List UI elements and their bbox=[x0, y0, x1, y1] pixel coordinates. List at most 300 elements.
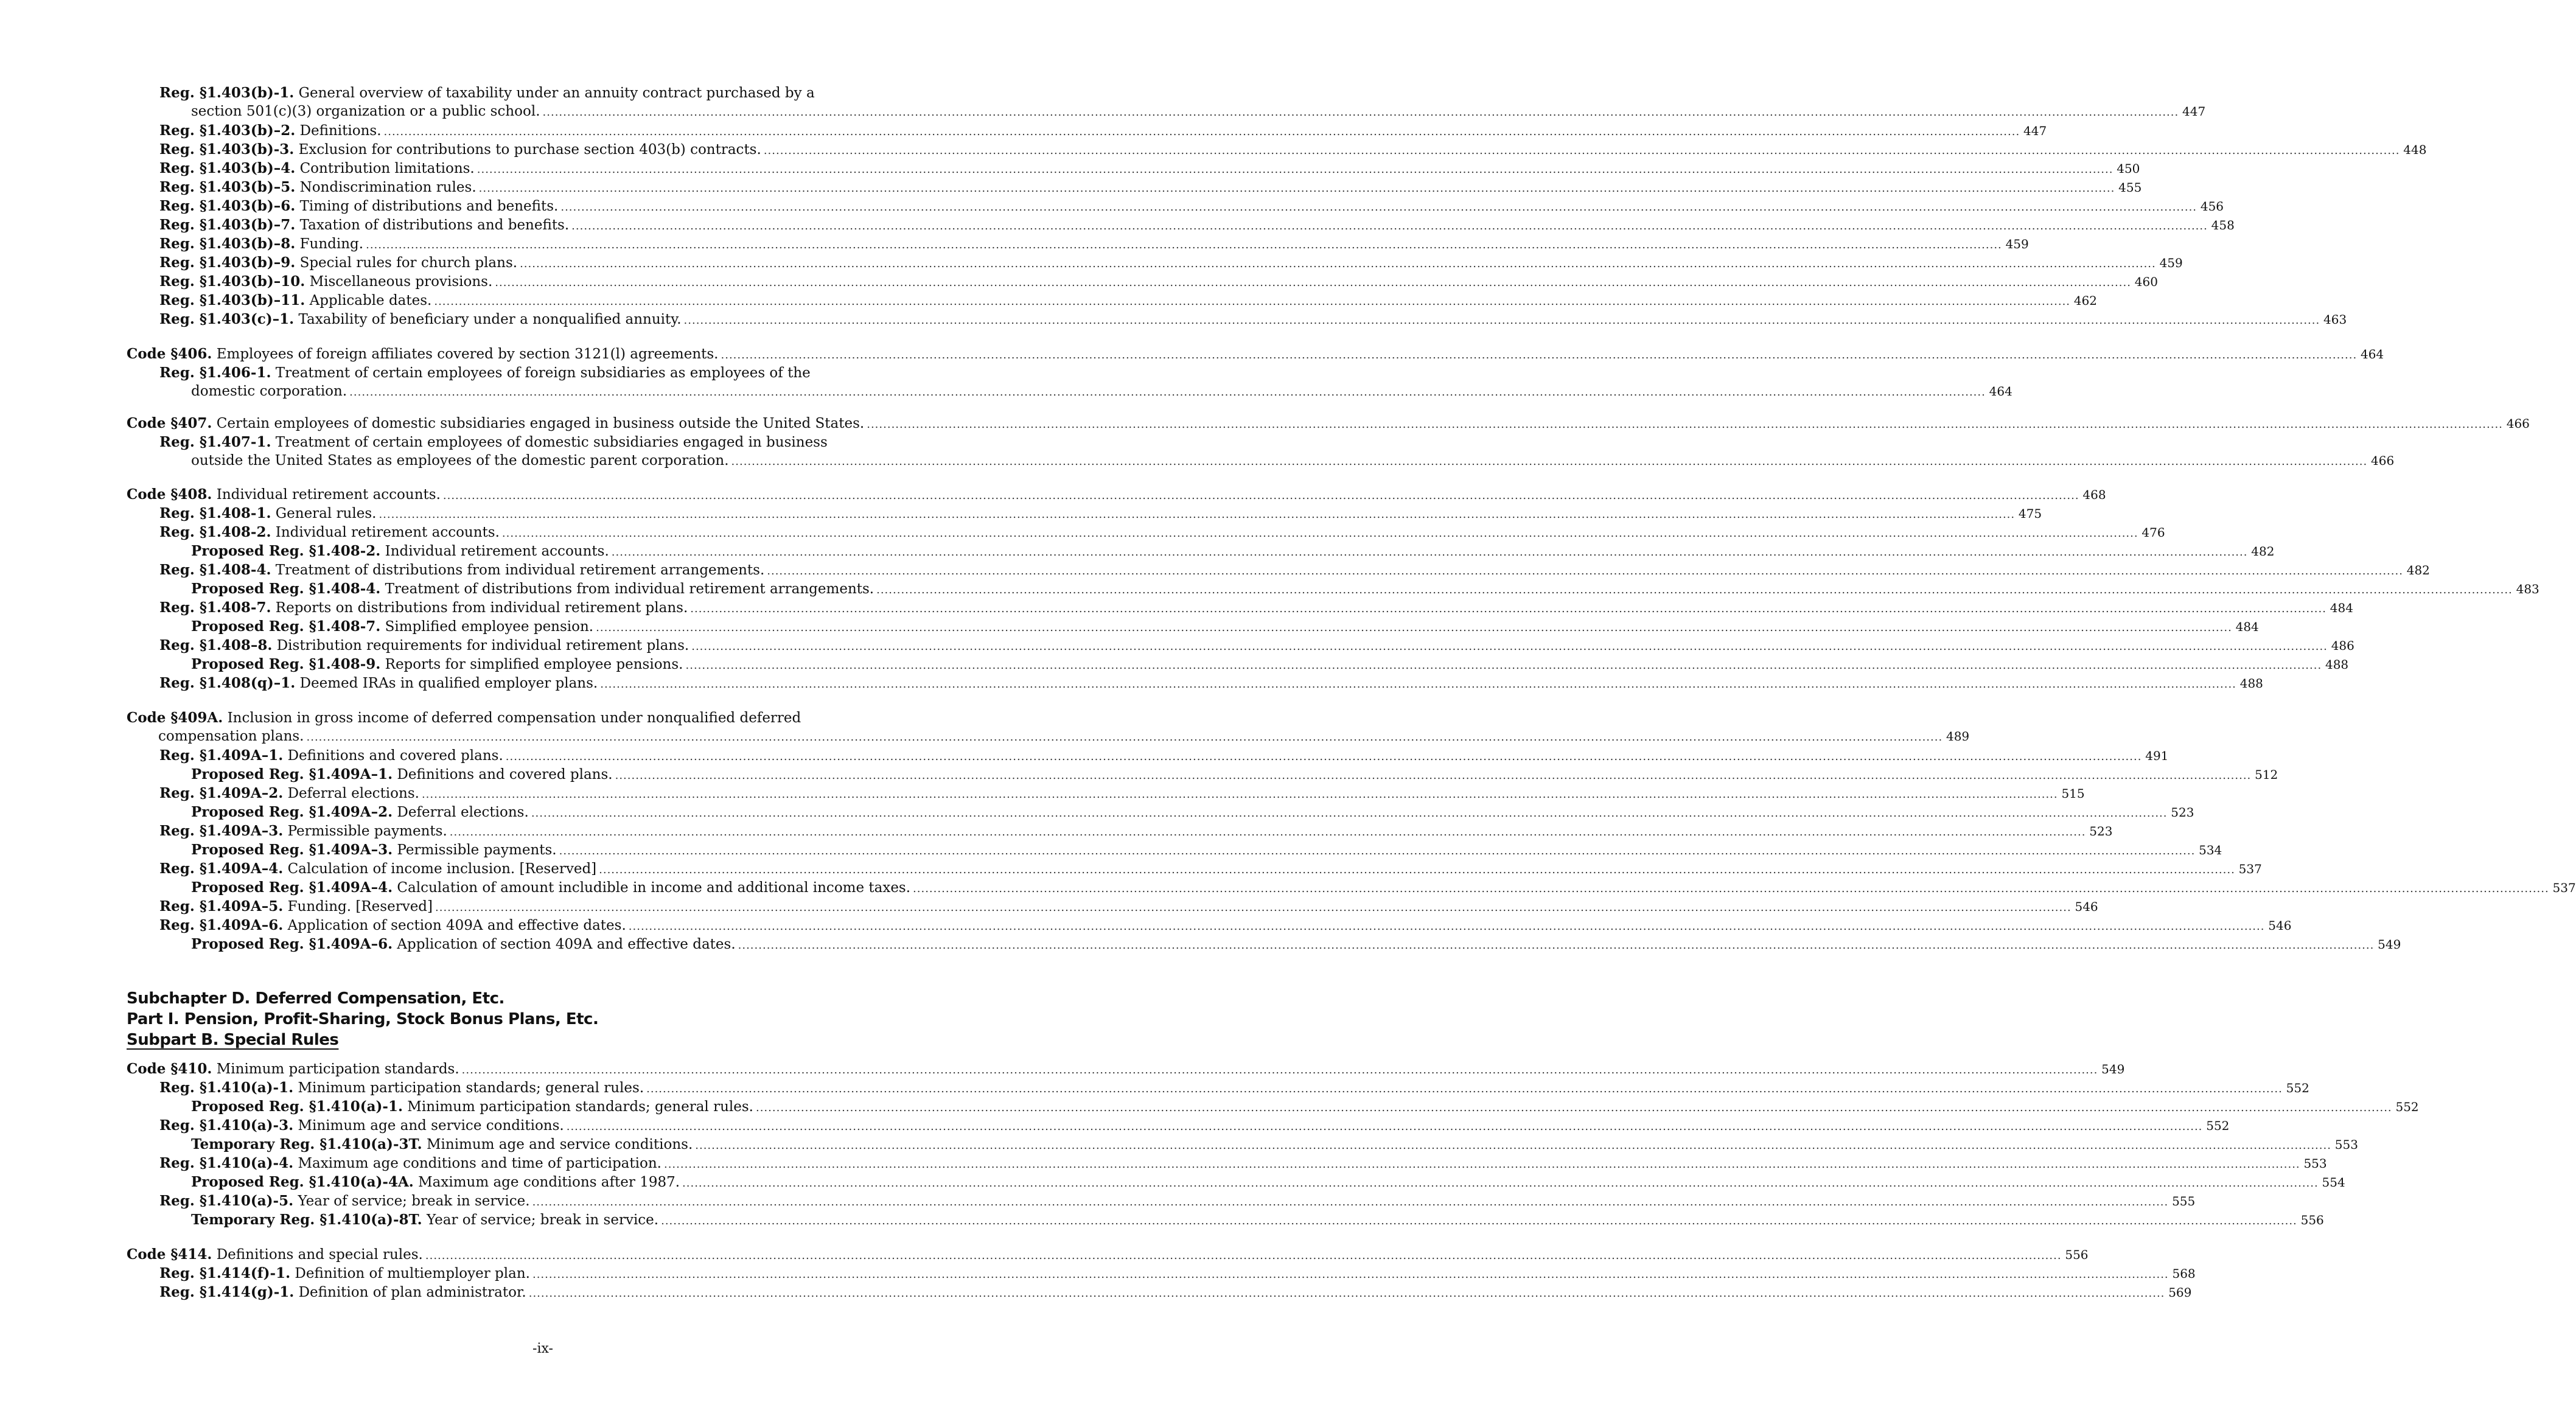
dot-leader: ................................................................................................................................................................................................................................................................................................................................................................................................................ bbox=[682, 1177, 2319, 1190]
dot-leader: ................................................................................................................................................................................................................................................................................................................................................................................................................ bbox=[600, 678, 2236, 691]
toc-entry-line bbox=[159, 121, 2047, 140]
toc-entry-title-continued: outside the United States as employees of the domestic parent corporation. bbox=[191, 453, 729, 469]
toc-entry-citation: Reg. §1.403(b)–10. bbox=[159, 273, 305, 290]
toc-entry-title: General rules. bbox=[275, 506, 377, 521]
toc-entry bbox=[159, 1264, 2196, 1283]
toc-entry-citation: Proposed Reg. §1.409A–4. bbox=[191, 879, 393, 896]
toc-entry-citation: Reg. §1.414(f)-1. bbox=[159, 1265, 291, 1281]
toc-entry-line bbox=[191, 1097, 2419, 1116]
toc-page-number: 483 bbox=[2516, 582, 2539, 596]
toc-entry bbox=[127, 708, 1970, 746]
dot-leader: ................................................................................................................................................................................................................................................................................................................................................................................................................ bbox=[478, 182, 2115, 195]
toc-entry-title: Deemed IRAs in qualified employer plans. bbox=[299, 675, 598, 691]
toc-entry-line bbox=[159, 636, 2354, 655]
toc-entry-citation: Reg. §1.409A–4. bbox=[159, 860, 284, 877]
toc-entry-title: Special rules for church plans. bbox=[299, 255, 518, 271]
dot-leader: ................................................................................................................................................................................................................................................................................................................................................................................................................ bbox=[599, 863, 2235, 876]
toc-page-number: 460 bbox=[2134, 274, 2158, 289]
toc-entry-title: Definitions and special rules. bbox=[216, 1247, 423, 1263]
toc-entry-title: Funding. bbox=[299, 236, 364, 252]
toc-page-number: 546 bbox=[2268, 918, 2292, 933]
dot-leader: ................................................................................................................................................................................................................................................................................................................................................................................................................ bbox=[755, 1101, 2392, 1114]
toc-entry-title: Definitions and covered plans. bbox=[287, 748, 503, 764]
toc-entry-citation: Reg. §1.403(b)–2. bbox=[159, 122, 296, 139]
toc-entry-title: Treatment of distributions from individual retirement arrangements. bbox=[385, 581, 874, 597]
toc-entry-citation: Proposed Reg. §1.410(a)-1. bbox=[191, 1098, 403, 1115]
toc-entry bbox=[159, 1191, 2196, 1210]
toc-entry bbox=[127, 344, 2384, 363]
toc-entry-title: Maximum age conditions after 1987. bbox=[418, 1174, 680, 1190]
toc-entry bbox=[191, 655, 2349, 674]
toc-entry bbox=[159, 291, 2098, 310]
toc-entry bbox=[159, 121, 2047, 140]
toc-page-number: 459 bbox=[2005, 237, 2029, 251]
dot-leader: ................................................................................................................................................................................................................................................................................................................................................................................................................ bbox=[876, 584, 2513, 596]
toc-entry-title: Deferral elections. bbox=[397, 804, 529, 820]
toc-entry bbox=[159, 310, 2347, 329]
dot-leader: ................................................................................................................................................................................................................................................................................................................................................................................................................ bbox=[542, 106, 2179, 119]
dot-leader: ................................................................................................................................................................................................................................................................................................................................................................................................................ bbox=[690, 602, 2326, 615]
toc-entry-line bbox=[191, 935, 2401, 954]
toc-entry-line bbox=[127, 1059, 2125, 1078]
toc-entry-citation: Proposed Reg. §1.409A–6. bbox=[191, 936, 393, 952]
toc-page-number: 552 bbox=[2395, 1100, 2419, 1114]
toc-entry bbox=[159, 746, 2169, 765]
toc-entry bbox=[159, 1283, 2192, 1302]
dot-leader: ................................................................................................................................................................................................................................................................................................................................................................................................................ bbox=[505, 750, 2142, 763]
toc-page-number: 466 bbox=[2506, 416, 2530, 431]
toc-entry-title: Nondiscrimination rules. bbox=[299, 180, 476, 195]
toc-entry-citation: Reg. §1.403(b)-1. bbox=[159, 85, 295, 101]
dot-leader: ................................................................................................................................................................................................................................................................................................................................................................................................................ bbox=[501, 527, 2138, 540]
toc-entry bbox=[159, 159, 2140, 178]
toc-entry-line bbox=[159, 598, 2353, 617]
toc-page-number: 553 bbox=[2334, 1137, 2358, 1152]
toc-entry-line bbox=[159, 746, 2169, 765]
toc-page-number: 546 bbox=[2075, 899, 2098, 914]
toc-entry-citation: Reg. §1.408-2. bbox=[159, 524, 271, 540]
toc-entry-title: General overview of taxability under an annuity contract purchased by a bbox=[298, 85, 815, 101]
toc-entry-title: Year of service; break in service. bbox=[298, 1193, 530, 1209]
toc-entry-citation: Proposed Reg. §1.408-2. bbox=[191, 543, 381, 559]
toc-entry-line bbox=[159, 433, 943, 451]
toc-entry bbox=[159, 253, 2183, 272]
toc-entry-line bbox=[159, 272, 2158, 291]
toc-entry-citation: Reg. §1.406-1. bbox=[159, 364, 271, 381]
toc-page-number: 475 bbox=[2018, 506, 2042, 521]
subpart-heading: Subpart B. Special Rules bbox=[127, 1031, 339, 1049]
toc-entry bbox=[159, 636, 2354, 655]
toc-entry-title: Inclusion in gross income of deferred compensation under nonqualified deferred bbox=[227, 710, 801, 726]
toc-page-number: 523 bbox=[2171, 805, 2194, 820]
toc-entry-line bbox=[159, 1191, 2196, 1210]
toc-entry bbox=[191, 617, 2259, 636]
page-folio: -ix- bbox=[532, 1341, 553, 1356]
toc-entry-citation: Reg. §1.403(b)–11. bbox=[159, 292, 305, 309]
toc-entry-title: Employees of foreign affiliates covered by section 3121(l) agreements. bbox=[216, 346, 719, 362]
toc-entry-title: Maximum age conditions and time of participation. bbox=[298, 1156, 661, 1171]
toc-entry-citation: Reg. §1.403(c)–1. bbox=[159, 311, 295, 327]
toc-entry-line bbox=[159, 363, 943, 382]
toc-entry bbox=[159, 272, 2158, 291]
toc-entry-title: Definition of plan administrator. bbox=[298, 1285, 526, 1300]
toc-page-number: 512 bbox=[2255, 767, 2278, 782]
toc-entry bbox=[191, 935, 2401, 954]
toc-entry-line bbox=[191, 840, 2222, 859]
toc-entry-title-continued: compensation plans. bbox=[158, 728, 304, 744]
dot-leader: ................................................................................................................................................................................................................................................................................................................................................................................................................ bbox=[531, 807, 2168, 820]
toc-entry-title: Definitions and covered plans. bbox=[397, 767, 613, 783]
toc-entry-title: Taxability of beneficiary under a nonqualified annuity. bbox=[298, 312, 682, 327]
toc-entry-citation: Code §410. bbox=[127, 1061, 212, 1077]
toc-entry-title: Reports for simplified employee pensions. bbox=[385, 657, 683, 672]
toc-entry bbox=[191, 542, 2275, 560]
toc-entry-title: Miscellaneous provisions. bbox=[309, 274, 493, 290]
toc-entry-citation: Reg. §1.409A–6. bbox=[159, 917, 284, 933]
toc-entry-citation: Proposed Reg. §1.408-7. bbox=[191, 618, 381, 635]
toc-entry-citation: Reg. §1.414(g)-1. bbox=[159, 1284, 295, 1300]
toc-page-number: 549 bbox=[2378, 937, 2401, 952]
toc-page-number: 447 bbox=[2182, 104, 2206, 119]
dot-leader: ................................................................................................................................................................................................................................................................................................................................................................................................................ bbox=[560, 201, 2197, 214]
dot-leader: ................................................................................................................................................................................................................................................................................................................................................................................................................ bbox=[476, 163, 2114, 176]
toc-entry-line bbox=[127, 727, 1970, 746]
toc-entry-title: Application of section 409A and effective dates. bbox=[397, 936, 736, 952]
dot-leader: ................................................................................................................................................................................................................................................................................................................................................................................................................ bbox=[421, 788, 2058, 801]
dot-leader: ................................................................................................................................................................................................................................................................................................................................................................................................................ bbox=[721, 349, 2358, 361]
toc-entry bbox=[159, 178, 2142, 197]
toc-entry bbox=[159, 215, 2235, 234]
toc-entry-line bbox=[159, 382, 2012, 401]
toc-entry-title: Funding. [Reserved] bbox=[287, 899, 433, 915]
toc-entry-citation: Reg. §1.409A–3. bbox=[159, 823, 284, 839]
dot-leader: ................................................................................................................................................................................................................................................................................................................................................................................................................ bbox=[435, 901, 2072, 914]
toc-entry-title: Minimum age and service conditions. bbox=[298, 1118, 564, 1134]
toc-entry-line bbox=[191, 579, 2539, 598]
toc-page-number: 523 bbox=[2089, 824, 2113, 838]
toc-page-number: 556 bbox=[2065, 1247, 2089, 1262]
toc-entry-line bbox=[159, 102, 2206, 121]
toc-page-number: 464 bbox=[2360, 347, 2384, 361]
dot-leader: ................................................................................................................................................................................................................................................................................................................................................................................................................ bbox=[683, 314, 2320, 327]
dot-leader: ................................................................................................................................................................................................................................................................................................................................................................................................................ bbox=[763, 144, 2400, 157]
toc-page-number: 464 bbox=[1989, 384, 2012, 399]
toc-entry bbox=[159, 598, 2353, 617]
dot-leader: ................................................................................................................................................................................................................................................................................................................................................................................................................ bbox=[425, 1249, 2062, 1262]
toc-entry-title: Individual retirement accounts. bbox=[216, 487, 441, 503]
toc-page-number: 456 bbox=[2200, 199, 2224, 214]
toc-entry-citation: Reg. §1.403(b)–6. bbox=[159, 198, 296, 214]
toc-entry-citation: Proposed Reg. §1.408-9. bbox=[191, 656, 381, 672]
toc-entry-line bbox=[159, 83, 943, 102]
toc-entry bbox=[159, 859, 2262, 878]
dot-leader: ................................................................................................................................................................................................................................................................................................................................................................................................................ bbox=[913, 882, 2549, 895]
toc-entry-line bbox=[159, 234, 2029, 253]
toc-entry-line bbox=[159, 916, 2292, 935]
toc-entry bbox=[191, 1173, 2345, 1191]
toc-entry-line bbox=[159, 897, 2098, 916]
toc-page-number: 569 bbox=[2168, 1285, 2192, 1300]
toc-entry bbox=[127, 1059, 2125, 1078]
toc-entry-line bbox=[159, 1154, 2327, 1173]
toc-page-number: 553 bbox=[2303, 1156, 2327, 1171]
toc-entry bbox=[191, 840, 2222, 859]
toc-entry-title: Certain employees of domestic subsidiaries engaged in business outside the United States. bbox=[216, 416, 865, 431]
toc-page-number: 491 bbox=[2145, 748, 2169, 763]
toc-entry-citation: Reg. §1.407-1. bbox=[159, 434, 271, 450]
dot-leader: ................................................................................................................................................................................................................................................................................................................................................................................................................ bbox=[434, 295, 2071, 308]
toc-entry-title: Simplified employee pension. bbox=[385, 619, 594, 635]
dot-leader: ................................................................................................................................................................................................................................................................................................................................................................................................................ bbox=[738, 939, 2375, 952]
dot-leader: ................................................................................................................................................................................................................................................................................................................................................................................................................ bbox=[495, 276, 2131, 289]
toc-entry-citation: Reg. §1.408-4. bbox=[159, 562, 271, 578]
toc-page-number: 488 bbox=[2325, 657, 2349, 672]
toc-entry-title-continued: section 501(c)(3) organization or a public school. bbox=[191, 103, 540, 119]
toc-entry-title: Applicable dates. bbox=[309, 293, 432, 309]
toc-entry-citation: Reg. §1.409A–5. bbox=[159, 898, 284, 915]
toc-entry-citation: Code §407. bbox=[127, 415, 212, 431]
toc-page-number: 549 bbox=[2101, 1062, 2125, 1076]
toc-entry-citation: Temporary Reg. §1.410(a)-8T. bbox=[191, 1212, 422, 1228]
toc-entry-title: Treatment of certain employees of domestic subsidiaries engaged in business bbox=[275, 434, 828, 450]
toc-page-number: 482 bbox=[2251, 544, 2275, 559]
toc-entry bbox=[191, 1210, 2324, 1229]
toc-entry-line bbox=[159, 291, 2098, 310]
toc-entry bbox=[191, 803, 2194, 821]
toc-entry-title: Individual retirement accounts. bbox=[385, 543, 609, 559]
toc-entry-citation: Reg. §1.409A–1. bbox=[159, 747, 284, 764]
toc-page-number: 537 bbox=[2552, 880, 2576, 895]
toc-page-number: 568 bbox=[2172, 1266, 2196, 1281]
toc-page-number: 462 bbox=[2073, 293, 2098, 308]
toc-page-number: 468 bbox=[2082, 487, 2106, 502]
toc-entry-title: Year of service; break in service. bbox=[426, 1212, 659, 1228]
toc-entry-citation: Reg. §1.403(b)–8. bbox=[159, 235, 296, 252]
toc-entry bbox=[191, 579, 2539, 598]
toc-page-number: 515 bbox=[2061, 786, 2085, 801]
toc-entry-citation: Proposed Reg. §1.408-4. bbox=[191, 580, 381, 597]
toc-page-number: 489 bbox=[1946, 729, 1970, 744]
toc-entry-title: Permissible payments. bbox=[287, 823, 447, 839]
dot-leader: ................................................................................................................................................................................................................................................................................................................................................................................................................ bbox=[461, 1064, 2098, 1076]
toc-entry bbox=[159, 433, 2395, 470]
toc-page-number: 534 bbox=[2199, 843, 2222, 857]
toc-entry-line bbox=[127, 344, 2384, 363]
toc-entry-line bbox=[127, 708, 943, 727]
toc-page-number: 459 bbox=[2159, 256, 2183, 270]
dot-leader: ................................................................................................................................................................................................................................................................................................................................................................................................................ bbox=[661, 1215, 2297, 1227]
toc-entry-citation: Code §414. bbox=[127, 1246, 212, 1263]
dot-leader: ................................................................................................................................................................................................................................................................................................................................................................................................................ bbox=[379, 508, 2016, 521]
toc-entry bbox=[159, 504, 2042, 523]
toc-entry-title: Exclusion for contributions to purchase section 403(b) contracts. bbox=[298, 142, 761, 158]
toc-entry-citation: Reg. §1.403(b)–5. bbox=[159, 179, 296, 195]
toc-entry bbox=[159, 821, 2113, 840]
toc-entry bbox=[127, 485, 2106, 504]
dot-leader: ................................................................................................................................................................................................................................................................................................................................................................................................................ bbox=[349, 386, 1986, 399]
toc-entry-title: Definitions. bbox=[299, 123, 382, 139]
toc-entry-citation: Reg. §1.410(a)-5. bbox=[159, 1193, 294, 1209]
dot-leader: ................................................................................................................................................................................................................................................................................................................................................................................................................ bbox=[520, 257, 2156, 270]
dot-leader: ................................................................................................................................................................................................................................................................................................................................................................................................................ bbox=[559, 845, 2196, 857]
toc-entry bbox=[159, 674, 2263, 692]
dot-leader: ................................................................................................................................................................................................................................................................................................................................................................................................................ bbox=[532, 1196, 2169, 1208]
toc-entry bbox=[159, 363, 2012, 401]
toc-entry-line bbox=[191, 617, 2259, 636]
toc-entry bbox=[127, 414, 2530, 433]
toc-entry bbox=[159, 83, 2206, 121]
toc-entry-line bbox=[159, 310, 2347, 329]
toc-entry-line bbox=[159, 859, 2262, 878]
toc-entry-citation: Temporary Reg. §1.410(a)-3T. bbox=[191, 1136, 422, 1152]
toc-entry-line bbox=[127, 485, 2106, 504]
toc-entry-citation: Reg. §1.403(b)–9. bbox=[159, 254, 296, 271]
toc-entry-line bbox=[159, 1264, 2196, 1283]
toc-entry-line bbox=[159, 784, 2085, 803]
toc-entry-citation: Reg. §1.408–8. bbox=[159, 637, 273, 654]
toc-entry bbox=[159, 916, 2292, 935]
toc-entry-line bbox=[159, 1116, 2230, 1135]
dot-leader: ................................................................................................................................................................................................................................................................................................................................................................................................................ bbox=[366, 239, 2002, 251]
toc-entry bbox=[159, 1154, 2327, 1173]
toc-entry-line bbox=[159, 674, 2263, 692]
toc-entry bbox=[159, 523, 2165, 542]
toc-entry-line bbox=[191, 1210, 2324, 1229]
dot-leader: ................................................................................................................................................................................................................................................................................................................................................................................................................ bbox=[566, 1120, 2203, 1133]
dot-leader: ................................................................................................................................................................................................................................................................................................................................................................................................................ bbox=[767, 565, 2403, 577]
toc-entry-title: Definition of multiemployer plan. bbox=[295, 1266, 530, 1281]
toc-page-number: 552 bbox=[2206, 1118, 2230, 1133]
part-heading: Part I. Pension, Profit-Sharing, Stock Bonus Plans, Etc. bbox=[127, 1010, 599, 1028]
toc-entry-title: Reports on distributions from individual retirement plans. bbox=[275, 600, 688, 616]
toc-entry bbox=[191, 878, 2576, 897]
toc-entry-line bbox=[159, 504, 2042, 523]
dot-leader: ................................................................................................................................................................................................................................................................................................................................................................................................................ bbox=[571, 220, 2208, 232]
toc-entry bbox=[159, 897, 2098, 916]
toc-entry-line bbox=[159, 451, 2395, 470]
toc-entry-title: Treatment of certain employees of foreign subsidiaries as employees of the bbox=[275, 365, 811, 381]
toc-entry-citation: Reg. §1.408(q)–1. bbox=[159, 675, 296, 691]
dot-leader: ................................................................................................................................................................................................................................................................................................................................................................................................................ bbox=[442, 489, 2079, 502]
toc-entry-line bbox=[127, 1245, 2089, 1264]
toc-entry-title: Taxation of distributions and benefits. bbox=[299, 217, 570, 233]
toc-entry-citation: Code §408. bbox=[127, 486, 212, 503]
dot-leader: ................................................................................................................................................................................................................................................................................................................................................................................................................ bbox=[615, 769, 2252, 782]
toc-entry-citation: Proposed Reg. §1.410(a)-4A. bbox=[191, 1174, 414, 1190]
toc-entry-line bbox=[159, 1283, 2192, 1302]
toc-entry-line bbox=[159, 140, 2427, 159]
toc-entry-title: Minimum participation standards; general rules. bbox=[407, 1099, 753, 1115]
toc-entry-line bbox=[159, 1078, 2309, 1097]
dot-leader: ................................................................................................................................................................................................................................................................................................................................................................................................................ bbox=[528, 1287, 2165, 1300]
toc-page-number: 447 bbox=[2023, 124, 2047, 138]
toc-page-number: 455 bbox=[2118, 180, 2142, 195]
toc-entry-citation: Reg. §1.409A–2. bbox=[159, 785, 284, 801]
toc-entry-line bbox=[159, 253, 2183, 272]
toc-page-number: 554 bbox=[2322, 1175, 2345, 1190]
toc-entry-line bbox=[191, 1173, 2345, 1191]
toc-page-number: 488 bbox=[2239, 676, 2263, 691]
toc-entry-line bbox=[191, 765, 2278, 784]
toc-entry bbox=[159, 784, 2085, 803]
toc-page-number: 448 bbox=[2403, 142, 2427, 157]
toc-entry-line bbox=[191, 803, 2194, 821]
toc-entry-line bbox=[159, 523, 2165, 542]
toc-entry-line bbox=[191, 878, 2576, 897]
toc-entry-title: Minimum participation standards; general rules. bbox=[298, 1080, 644, 1096]
toc-entry bbox=[159, 1078, 2309, 1097]
toc-entry-title: Timing of distributions and benefits. bbox=[299, 198, 559, 214]
toc-entry-citation: Code §409A. bbox=[127, 709, 223, 726]
dot-leader: ................................................................................................................................................................................................................................................................................................................................................................................................................ bbox=[685, 659, 2322, 672]
toc-entry-citation: Proposed Reg. §1.409A–1. bbox=[191, 766, 393, 783]
toc-entry-title: Individual retirement accounts. bbox=[275, 525, 500, 540]
dot-leader: ................................................................................................................................................................................................................................................................................................................................................................................................................ bbox=[695, 1139, 2331, 1152]
toc-page-number: 484 bbox=[2330, 601, 2353, 615]
toc-entry-citation: Reg. §1.410(a)-1. bbox=[159, 1079, 294, 1096]
toc-page-number: 537 bbox=[2238, 862, 2262, 876]
toc-entry-line bbox=[159, 215, 2235, 234]
dot-leader: ................................................................................................................................................................................................................................................................................................................................................................................................................ bbox=[628, 920, 2265, 933]
toc-entry-title: Treatment of distributions from individual retirement arrangements. bbox=[275, 562, 765, 578]
toc-entry bbox=[159, 560, 2430, 579]
toc-page-number: 552 bbox=[2286, 1081, 2309, 1095]
toc-entry bbox=[191, 1097, 2419, 1116]
dot-leader: ................................................................................................................................................................................................................................................................................................................................................................................................................ bbox=[532, 1268, 2169, 1281]
dot-leader: ................................................................................................................................................................................................................................................................................................................................................................................................................ bbox=[383, 125, 2020, 138]
toc-page-number: 463 bbox=[2323, 312, 2347, 327]
subchapter-heading: Subchapter D. Deferred Compensation, Etc. bbox=[127, 989, 504, 1008]
toc-entry-citation: Reg. §1.408-7. bbox=[159, 599, 271, 616]
toc-entry-title: Application of section 409A and effective dates. bbox=[287, 918, 626, 933]
toc-entry-title: Deferral elections. bbox=[287, 786, 419, 801]
dot-leader: ................................................................................................................................................................................................................................................................................................................................................................................................................ bbox=[691, 640, 2328, 653]
toc-page-number: 476 bbox=[2141, 525, 2165, 540]
toc-page-number: 482 bbox=[2406, 563, 2430, 577]
dot-leader: ................................................................................................................................................................................................................................................................................................................................................................................................................ bbox=[306, 731, 1943, 744]
toc-entry-line bbox=[127, 414, 2530, 433]
toc-entry-title-continued: domestic corporation. bbox=[191, 383, 347, 399]
toc-page-number: 484 bbox=[2235, 619, 2259, 634]
toc-entry-citation: Reg. §1.410(a)-3. bbox=[159, 1117, 294, 1134]
toc-entry-title: Contribution limitations. bbox=[299, 161, 475, 176]
toc-page-number: 486 bbox=[2331, 638, 2354, 653]
toc-entry-citation: Proposed Reg. §1.409A–3. bbox=[191, 842, 393, 858]
dot-leader: ................................................................................................................................................................................................................................................................................................................................................................................................................ bbox=[596, 621, 2232, 634]
dot-leader: ................................................................................................................................................................................................................................................................................................................................................................................................................ bbox=[731, 455, 2368, 468]
dot-leader: ................................................................................................................................................................................................................................................................................................................................................................................................................ bbox=[449, 826, 2086, 838]
toc-entry-citation: Reg. §1.403(b)-3. bbox=[159, 141, 295, 158]
toc-entry-line bbox=[159, 560, 2430, 579]
toc-entry-citation: Reg. §1.410(a)-4. bbox=[159, 1155, 294, 1171]
toc-entry-citation: Proposed Reg. §1.409A–2. bbox=[191, 804, 393, 820]
toc-entry-line bbox=[191, 655, 2349, 674]
toc-entry-title: Calculation of income inclusion. [Reserved] bbox=[287, 861, 597, 877]
toc-entry-line bbox=[191, 542, 2275, 560]
toc-entry-citation: Code §406. bbox=[127, 346, 212, 362]
toc-page-number: 450 bbox=[2117, 161, 2140, 176]
toc-entry-line bbox=[159, 821, 2113, 840]
toc-entry bbox=[159, 197, 2224, 215]
toc-page-number: 556 bbox=[2300, 1213, 2324, 1227]
toc-page-number: 555 bbox=[2172, 1194, 2196, 1208]
toc-entry bbox=[191, 765, 2278, 784]
toc-entry-line bbox=[191, 1135, 2358, 1154]
toc-entry-line bbox=[159, 178, 2142, 197]
dot-leader: ................................................................................................................................................................................................................................................................................................................................................................................................................ bbox=[611, 546, 2248, 559]
toc-entry-title: Minimum participation standards. bbox=[216, 1061, 459, 1077]
toc-entry-title: Calculation of amount includible in income and additional income taxes. bbox=[397, 880, 911, 896]
